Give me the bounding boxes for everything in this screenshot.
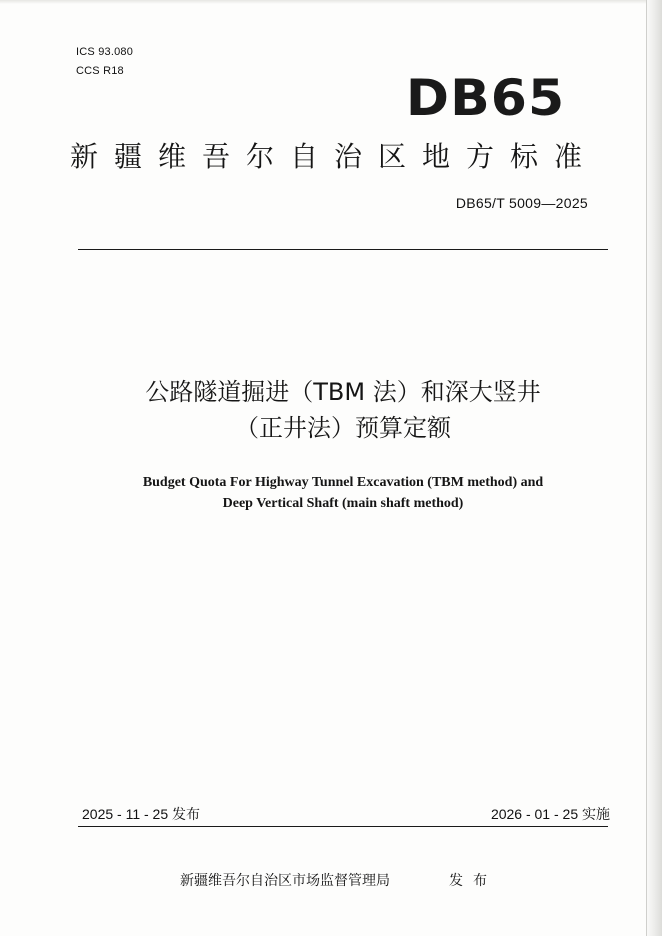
standard-logo: DB65 [405,69,565,127]
english-title-line-2: Deep Vertical Shaft (main shaft method) [222,496,464,511]
english-title [78,472,608,514]
english-title-line-1: Budget Quota For Highway Tunnel Excavation (TBM method) and [142,475,544,490]
publisher-name: 新疆维吾尔自治区市场监督管理局 [180,873,390,889]
publish-label: 发布 [449,873,497,889]
ccs-code: CCS R18 [76,65,124,77]
chinese-title-line-1: 公路隧道掘进（TBM 法）和深大竖井 [145,378,541,406]
bottom-divider [78,826,608,827]
standard-kind-title: 新疆维吾尔自治区地方标准 [70,140,599,173]
standard-number: DB65/T 5009—2025 [455,195,588,211]
scan-edge-shadow [646,0,662,936]
scan-edge-line [646,0,647,936]
top-divider [78,249,608,250]
scan-top-shadow [0,0,662,4]
chinese-title-line-2: （正井法）预算定额 [235,414,451,442]
ics-code: ICS 93.080 [76,46,134,58]
chinese-title [78,374,608,446]
implementation-date: 2026 - 01 - 25 实施 [490,806,610,822]
issue-date: 2025 - 11 - 25 发布 [82,806,201,822]
